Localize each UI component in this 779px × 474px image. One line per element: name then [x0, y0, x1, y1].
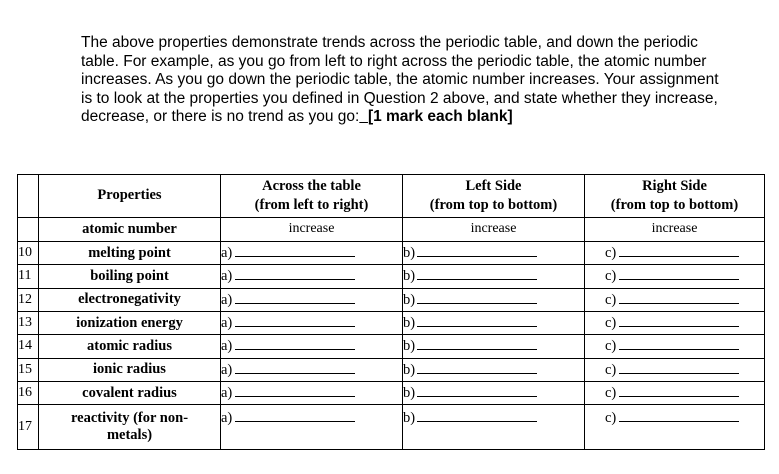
table-row [18, 405, 765, 450]
table-row [18, 265, 765, 288]
answer-across[interactable]: a) [221, 265, 403, 288]
answer-left[interactable]: b) [403, 311, 585, 334]
corner-cell [18, 175, 39, 218]
answer-line[interactable] [619, 384, 739, 397]
header-properties: Properties [39, 175, 221, 218]
answer-right[interactable]: c) [585, 381, 765, 404]
underlined-gap [359, 108, 368, 125]
answer-left[interactable]: b) [403, 335, 585, 358]
table-row [18, 311, 765, 334]
answer-left[interactable]: b) [403, 358, 585, 381]
answer-line[interactable] [235, 244, 355, 257]
property-name: electronegativity [39, 288, 221, 311]
answer-right[interactable]: c) [585, 241, 765, 264]
question-number: 10 [18, 241, 39, 264]
property-name: atomic radius [39, 335, 221, 358]
instructions-text: The above properties demonstrate trends across the periodic table, and down the periodic table. For example, as you go from left to right across the periodic table, the atomic number increases. As you go down the periodic table, the atomic number increases. Your assignment is to look at the properties you defined in Question 2 above, and state whether they increase, decrease, or there is no trend as you go: [81, 34, 719, 126]
header-row [18, 175, 765, 218]
instructions-paragraph [81, 34, 721, 127]
answer-line[interactable] [619, 337, 739, 350]
answer-line[interactable] [235, 361, 355, 374]
answer-line[interactable] [235, 409, 355, 422]
question-number: 16 [18, 381, 39, 404]
question-number: 13 [18, 311, 39, 334]
answer-across[interactable]: a) [221, 381, 403, 404]
answer-line[interactable] [417, 314, 537, 327]
question-number: 12 [18, 288, 39, 311]
answer-line[interactable] [235, 291, 355, 304]
table-row [18, 335, 765, 358]
table-row [18, 241, 765, 264]
answer-line[interactable] [619, 409, 739, 422]
answer-across[interactable]: a) [221, 358, 403, 381]
example-left: increase [403, 217, 585, 241]
trends-table [17, 174, 765, 450]
property-name: reactivity (for non- metals) [39, 405, 221, 450]
answer-line[interactable] [417, 244, 537, 257]
answer-line[interactable] [619, 244, 739, 257]
property-name: ionization energy [39, 311, 221, 334]
answer-across[interactable]: a) [221, 311, 403, 334]
answer-line[interactable] [235, 337, 355, 350]
property-name: ionic radius [39, 358, 221, 381]
example-property: atomic number [39, 217, 221, 241]
answer-across[interactable]: a) [221, 288, 403, 311]
answer-right[interactable]: c) [585, 265, 765, 288]
table-row [18, 381, 765, 404]
answer-line[interactable] [619, 361, 739, 374]
question-number: 11 [18, 265, 39, 288]
answer-right[interactable]: c) [585, 288, 765, 311]
answer-line[interactable] [417, 337, 537, 350]
property-name: boiling point [39, 265, 221, 288]
example-right: increase [585, 217, 765, 241]
header-left-side: Left Side (from top to bottom) [403, 175, 585, 218]
answer-across[interactable]: a) [221, 241, 403, 264]
mark-value: [1 mark each blank] [367, 108, 513, 126]
property-name: melting point [39, 241, 221, 264]
answer-line[interactable] [417, 384, 537, 397]
answer-line[interactable] [619, 291, 739, 304]
example-row [18, 217, 765, 241]
table-row [18, 288, 765, 311]
question-number: 17 [18, 405, 39, 450]
answer-right[interactable]: c) [585, 405, 765, 450]
table-row [18, 358, 765, 381]
answer-across[interactable]: a) [221, 335, 403, 358]
answer-line[interactable] [235, 384, 355, 397]
answer-left[interactable]: b) [403, 381, 585, 404]
answer-line[interactable] [619, 267, 739, 280]
answer-line[interactable] [417, 361, 537, 374]
answer-left[interactable]: b) [403, 405, 585, 450]
answer-line[interactable] [619, 314, 739, 327]
answer-right[interactable]: c) [585, 335, 765, 358]
question-number: 15 [18, 358, 39, 381]
answer-line[interactable] [417, 291, 537, 304]
property-name: covalent radius [39, 381, 221, 404]
answer-across[interactable]: a) [221, 405, 403, 450]
example-across: increase [221, 217, 403, 241]
answer-line[interactable] [417, 409, 537, 422]
question-number: 14 [18, 335, 39, 358]
answer-line[interactable] [235, 314, 355, 327]
answer-left[interactable]: b) [403, 265, 585, 288]
header-across: Across the table (from left to right) [221, 175, 403, 218]
answer-left[interactable]: b) [403, 241, 585, 264]
answer-right[interactable]: c) [585, 311, 765, 334]
header-right-side: Right Side (from top to bottom) [585, 175, 765, 218]
answer-right[interactable]: c) [585, 358, 765, 381]
answer-left[interactable]: b) [403, 288, 585, 311]
answer-line[interactable] [417, 267, 537, 280]
answer-line[interactable] [235, 267, 355, 280]
